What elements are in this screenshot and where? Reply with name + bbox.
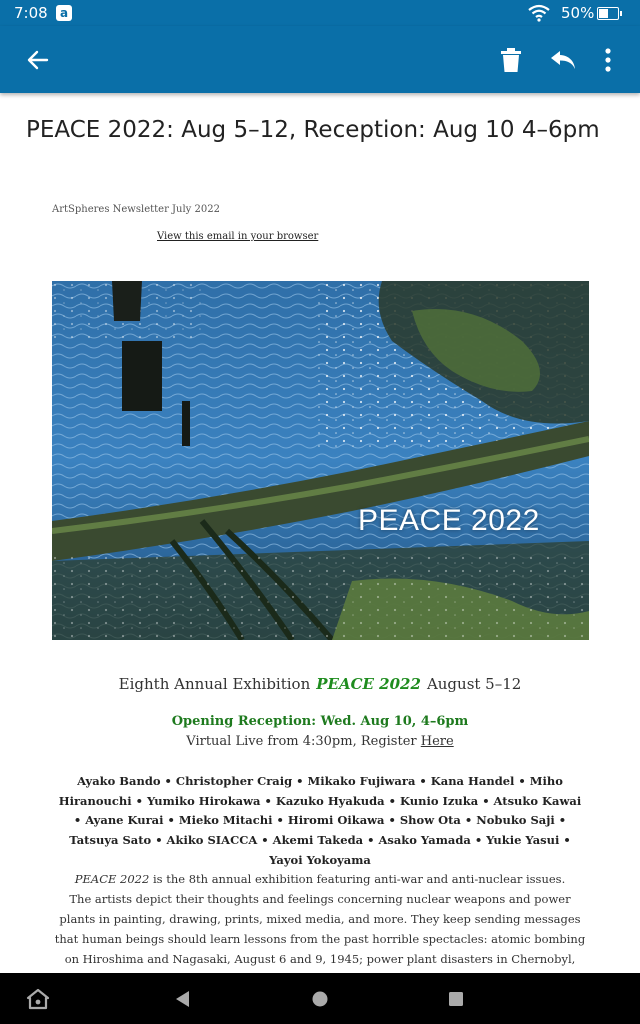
- email-body: [52, 870, 588, 989]
- nav-recents-button[interactable]: [443, 986, 469, 1012]
- navigation-bar: [0, 973, 640, 1024]
- body-title: PEACE 2022: [74, 872, 150, 886]
- reply-icon: [549, 49, 577, 71]
- status-bar: [0, 0, 640, 26]
- email-subject: PEACE 2022: Aug 5–12, Reception: Aug 10 4–6pm: [26, 117, 600, 143]
- exhibition-line: [0, 675, 640, 693]
- amazon-icon: a: [56, 5, 72, 21]
- opening-reception: Opening Reception: Wed. Aug 10, 4–6pm: [171, 714, 469, 729]
- exhibition-prefix: Eighth Annual Exhibition: [118, 675, 311, 693]
- status-time: 7:08: [14, 4, 48, 22]
- home-launcher-button[interactable]: [25, 986, 51, 1012]
- newsletter-header: ArtSpheres Newsletter July 2022: [52, 204, 220, 215]
- body-intro: is the 8th annual exhibition featuring anti-war and anti-nuclear issues.: [149, 872, 566, 886]
- app-bar: [0, 26, 640, 93]
- battery-percent: 50%: [561, 4, 595, 22]
- exhibition-name: PEACE 2022: [316, 675, 421, 693]
- nav-home-button[interactable]: [307, 986, 333, 1012]
- reply-button[interactable]: [543, 40, 583, 80]
- more-vert-icon: [604, 48, 612, 72]
- wifi-icon: [528, 4, 550, 22]
- register-link[interactable]: Here: [420, 734, 454, 749]
- nav-back-button[interactable]: [170, 986, 196, 1012]
- hero-caption: PEACE 2022: [358, 504, 540, 537]
- delete-button[interactable]: [491, 40, 531, 80]
- battery-icon: [597, 7, 619, 20]
- more-options-button[interactable]: [588, 40, 628, 80]
- body-rest: The artists depict their thoughts and feelings concerning nuclear weapons and power plants in painting, drawing, prints, mixed media, and more. They keep sending messages that human beings should learn lessons from the past horrible spectacles: atomic bombing on Hiroshima and Nagasaki, August 6 and 9, 1945; power plant disasters in Chernobyl,: [54, 891, 586, 966]
- virtual-live-text: Virtual Live from 4:30pm, Register: [186, 734, 417, 749]
- view-in-browser-link[interactable]: View this email in your browser: [157, 231, 319, 242]
- back-button[interactable]: [18, 40, 58, 80]
- trash-icon: [500, 47, 522, 73]
- home-icon: [26, 988, 50, 1010]
- hero-image: [52, 281, 589, 640]
- virtual-live-line: [0, 734, 640, 749]
- water-rocks-illustration: [52, 281, 589, 640]
- recents-square-icon: [448, 991, 464, 1007]
- artist-list: Ayako Bando • Christopher Craig • Mikako Fujiwara • Kana Handel • Miho Hiranouchi • Yumiko Hirokawa • Kazuko Hyakuda • Kunio Izuka • Atsuko Kawai • Ayane Kurai • Mieko Mitachi • Hiromi Oikawa • Show Ota • Nobuko Saji • Tatsuya Sato • Akiko SIACCA • Akemi Takeda • Asako Yamada • Yukie Yasui • Yayoi Yokoyama: [58, 774, 582, 867]
- home-circle-icon: [311, 990, 329, 1008]
- back-arrow-icon: [27, 49, 49, 71]
- exhibition-dates: August 5–12: [426, 675, 522, 693]
- back-triangle-icon: [174, 990, 192, 1008]
